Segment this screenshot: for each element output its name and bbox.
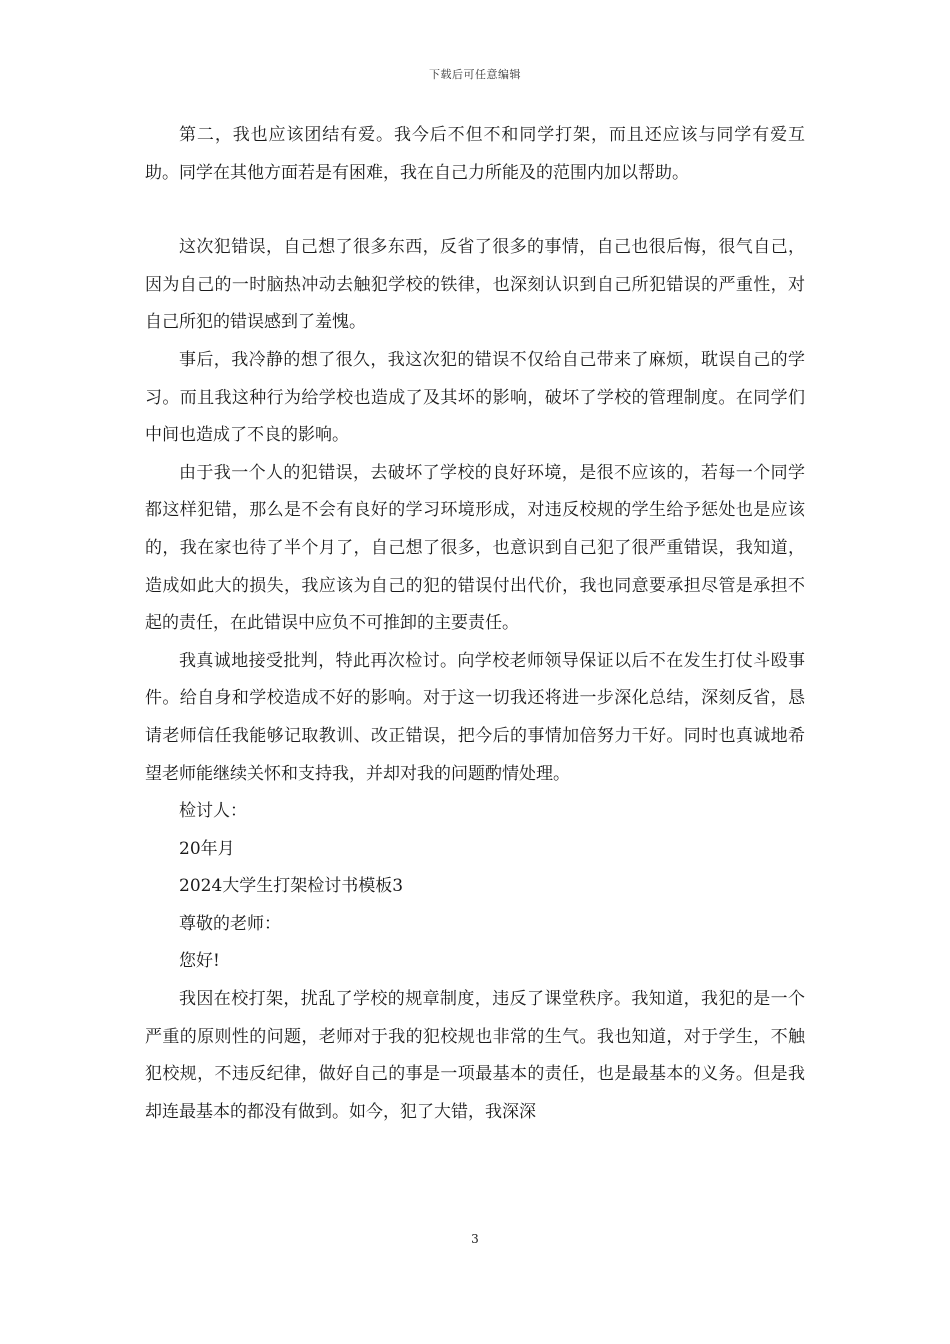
greeting: 您好! [179, 951, 220, 972]
paragraph-responsibility: 由于我一个人的犯错误，去破坏了学校的良好环境，是很不应该的，若每一个同学都这样犯错，那么是不会有良好的学习环境形成，对违反校规的学生给予惩处也是应该的，我在家也待了半个月了，自己想了很多，也意识到自己犯了很严重错误，我知道，造成如此大的损失，我应该为自己的犯的错误付出代价，我也同意要承担尽管是承担不起的责任，在此错误中应负不可推卸的主要责任。 [145, 462, 805, 634]
page-number: 3 [471, 1232, 479, 1246]
signature-label: 检讨人： [179, 801, 247, 822]
date-line: 20年月 [179, 838, 235, 859]
page-header: 下载后可任意编辑 [429, 68, 521, 81]
paragraph-unity: 第二，我也应该团结有爱。我今后不但不和同学打架，而且还应该与同学有爱互助。同学在其他方面若是有困难，我在自己力所能及的范围内加以帮助。 [145, 125, 805, 183]
template-title: 2024大学生打架检讨书模板3 [179, 876, 404, 897]
paragraph-aftermath: 事后，我冷静的想了很久，我这次犯的错误不仅给自己带来了麻烦，耽误自己的学习。而且我这种行为给学校也造成了及其坏的影响，破坏了学校的管理制度。在同学们中间也造成了不良的影响。 [145, 349, 805, 446]
paragraph-reflection: 这次犯错误，自己想了很多东西，反省了很多的事情，自己也很后悔，很气自己，因为自己的一时脑热冲动去触犯学校的铁律，也深刻认识到自己所犯错误的严重性，对自己所犯的错误感到了羞愧。 [145, 237, 805, 333]
salutation: 尊敬的老师： [179, 913, 281, 934]
document-body [145, 117, 805, 1131]
paragraph-confession: 我因在校打架，扰乱了学校的规章制度，违反了课堂秩序。我知道，我犯的是一个严重的原则性的问题，老师对于我的犯校规也非常的生气。我也知道，对于学生，不触犯校规，不违反纪律，做好自己的事是一项最基本的责任，也是最基本的义务。但是我却连最基本的都没有做到。如今，犯了大错，我深深 [145, 989, 805, 1122]
paragraph-commitment: 我真诚地接受批判，特此再次检讨。向学校老师领导保证以后不在发生打仗斗殴事件。给自身和学校造成不好的影响。对于这一切我还将进一步深化总结，深刻反省，恳请老师信任我能够记取教训、改正错误，把今后的事情加倍努力干好。同时也真诚地希望老师能继续关怀和支持我，并却对我的问题酌情处理。 [145, 650, 805, 784]
